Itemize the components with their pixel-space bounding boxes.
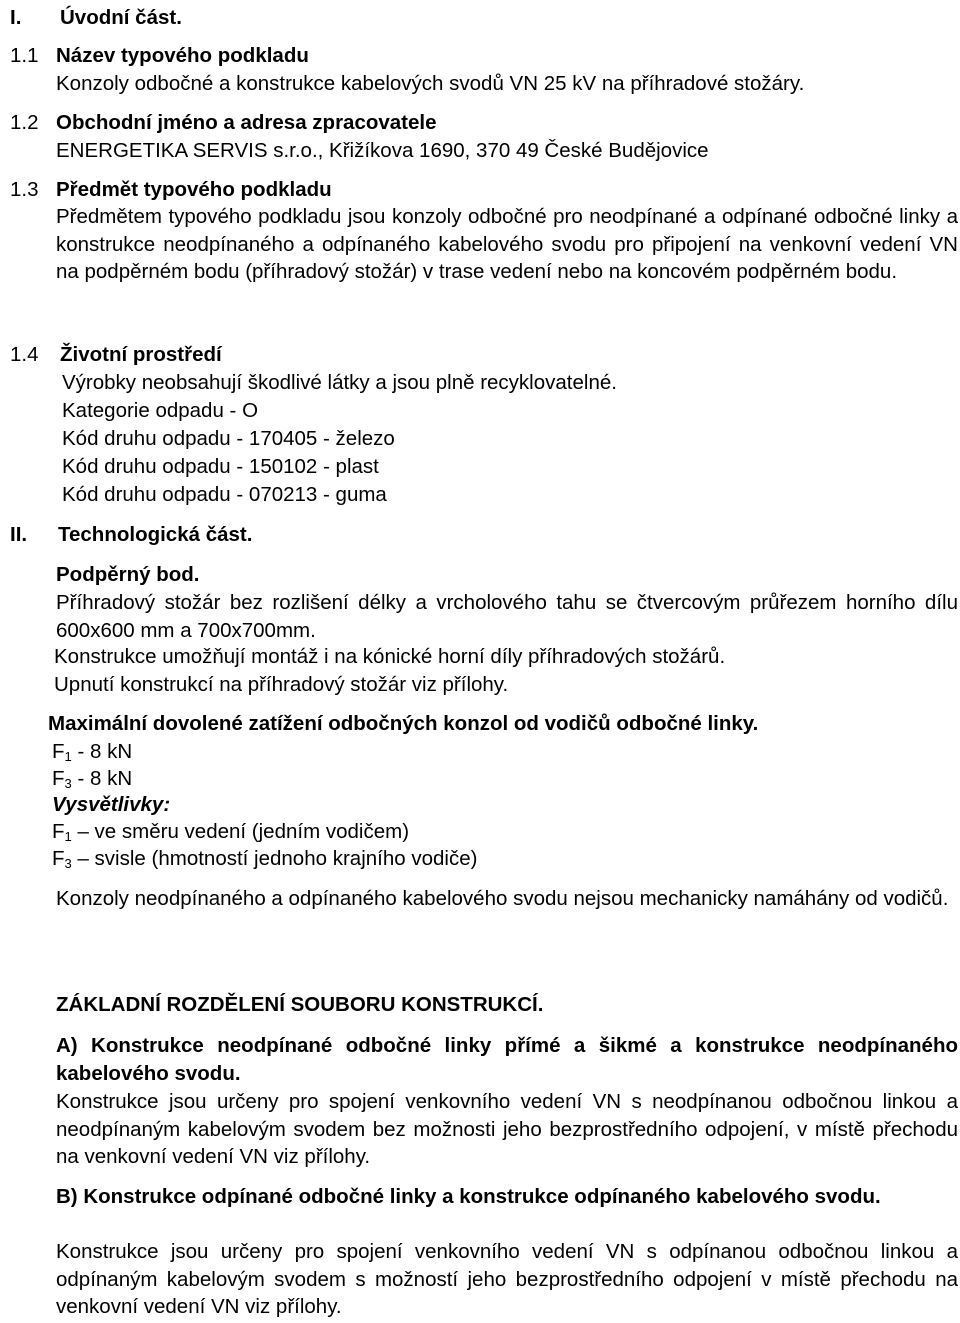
load-item-f1: $F_1 - 8$ kN	[52, 740, 133, 764]
section-number: II.	[10, 523, 28, 546]
section-title: Technologická část.	[58, 523, 253, 546]
subsection-number: 1.1	[10, 44, 39, 67]
subsection-number: 1.3	[10, 178, 39, 201]
load-item-f3: $F_3 - 8$ kN	[52, 767, 133, 791]
subsection-title: Životní prostředí	[60, 343, 222, 366]
load-title: Maximální dovolené zatížení odbočných konzol od vodičů odbočné linky.	[48, 712, 759, 735]
section-title: Úvodní část.	[60, 6, 182, 29]
subsection-text: ENERGETIKA SERVIS s.r.o., Křižíkova 1690, 370 49 České Budějovice	[56, 139, 709, 162]
environment-line: Výrobky neobsahují škodlivé látky a jsou plně recyklovatelné.	[62, 371, 617, 394]
block-title: Podpěrný bod.	[56, 563, 200, 586]
section-number: I.	[10, 6, 22, 29]
subsection-paragraph: Předmětem typového podkladu jsou konzoly odbočné pro neodpínané a odpínané odbočné linky a konstrukce neodpínaného a odpínaného kabelového svodu pro připojení na venkovní vedení VN na podpěrném bodu (příhradový stožár) v trase vedení nebo na koncovém podpěrném bodu.	[56, 205, 958, 283]
legend-item-f3: $F_3$ – svisle (hmotností jednoho krajního vodiče)	[52, 847, 478, 871]
legend-item-f1: $F_1$ – ve směru vedení (jedním vodičem)	[52, 820, 410, 844]
subsection-number: 1.2	[10, 111, 39, 134]
subsection-title: Předmět typového podkladu	[56, 178, 332, 201]
subsection-title: Obchodní jméno a adresa zpracovatele	[56, 111, 437, 134]
subsection-text: Konzoly odbočné a konstrukce kabelových svodů VN 25 kV na příhradové stožáry.	[56, 72, 805, 95]
group-b-text: Konstrukce jsou určeny pro spojení venkovního vedení VN s odpínanou odbočnou linkou a odpínaným kabelovým svodem s možností jeho bezprostředního odpojení v místě přechodu na venkovní vedení VN viz přílohy.	[56, 1240, 958, 1318]
block-paragraph: Upnutí konstrukcí na příhradový stožár viz přílohy.	[54, 673, 509, 696]
group-b-title: B) Konstrukce odpínané odbočné linky a konstrukce odpínaného kabelového svodu.	[56, 1185, 881, 1208]
environment-line: Kód druhu odpadu - 070213 - guma	[62, 483, 387, 506]
subsection-title: Název typového podkladu	[56, 44, 309, 67]
legend-title: Vysvětlivky:	[52, 793, 171, 816]
environment-line: Kód druhu odpadu - 150102 - plast	[62, 455, 379, 478]
division-title: ZÁKLADNÍ ROZDĚLENÍ SOUBORU KONSTRUKCÍ.	[56, 993, 544, 1016]
block-paragraph: Příhradový stožár bez rozlišení délky a vrcholového tahu se čtvercovým průřezem horního dílu 600x600 mm a 700x700mm.	[56, 591, 958, 642]
subsection-number: 1.4	[10, 343, 39, 366]
environment-line: Kód druhu odpadu - 170405 - železo	[62, 427, 395, 450]
block-paragraph: Konstrukce umožňují montáž i na kónické horní díly příhradových stožárů.	[54, 645, 726, 668]
group-a-text: Konstrukce jsou určeny pro spojení venkovního vedení VN s neodpínanou odbočnou linkou a neodpínaným kabelovým svodem bez možnosti jeho bezprostředního odpojení, v místě přechodu na venkovní vedení VN viz přílohy.	[56, 1090, 958, 1168]
load-note: Konzoly neodpínaného a odpínaného kabelového svodu nejsou mechanicky namáhány od vodičů.	[56, 887, 949, 910]
environment-line: Kategorie odpadu - O	[62, 399, 259, 422]
group-a-title: A) Konstrukce neodpínané odbočné linky přímé a šikmé a konstrukce neodpínaného kabelového svodu.	[56, 1034, 958, 1085]
